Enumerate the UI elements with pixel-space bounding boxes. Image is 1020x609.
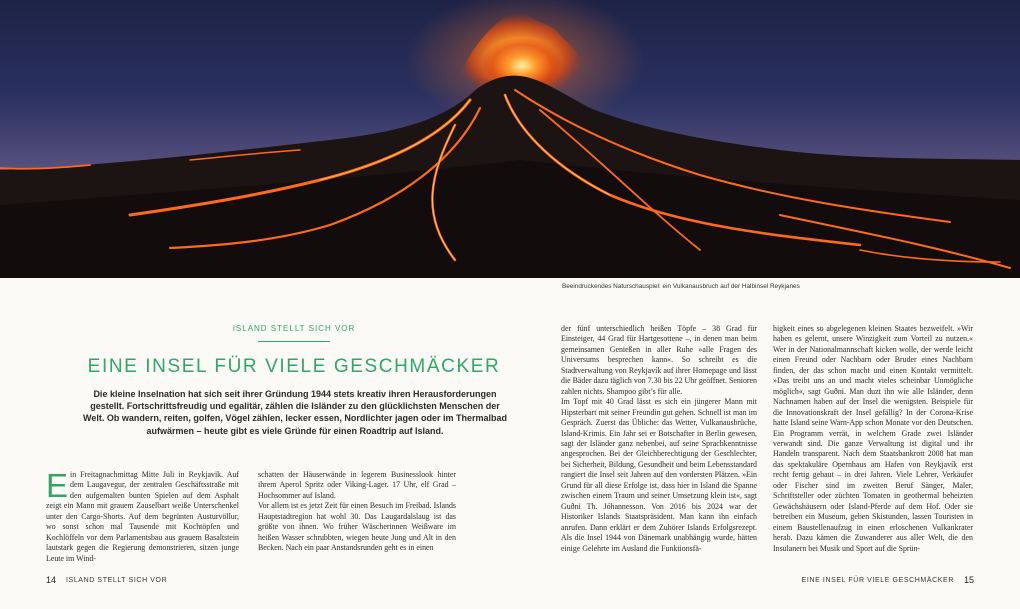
body-column-3 (561, 324, 757, 554)
article-title: EINE INSEL FÜR VIELE GESCHMÄCKER (87, 356, 501, 377)
body-column-2 (258, 470, 456, 554)
article-lead: Die kleine Inselnation hat sich seit ihrer Gründung 1944 stets kreativ ihren Herausforderungen gestellt. Fortschrittsfreudig und egalitär, zählen die Isländer zu den glücklichsten Menschen der Welt. Ob wandern, reiten, golfen, Vögel zählen, lecker essen, Nordlichter jagen oder im Thermalbad aufwärmen – heute gibt es viele Gründe für einen Roadtrip auf Island. (83, 389, 507, 436)
running-head-left: ISLAND STELLT SICH VOR (66, 577, 168, 584)
body-column-1 (46, 467, 239, 564)
body-paragraph: Im Topf mit 40 Grad lässt es sich ein jüngerer Mann mit Hipsterbart mit seiner Freundin gut gehen. Schnell ist man im Gespräch. Zuerst das Übliche: das Wetter, Vulkanausbrüche, Island-Krimis. Ein Jahr sei er Botschafter in Berlin gewesen, sagt der Isländer ganz nebenbei, auf seine Sprachkenntnisse angesprochen. Bei der Gleichberechtigung der Geschlechter, bei Sicherheit, Bildung, Gesundheit und beim Lebensstandard rangiert die Insel seit Jahren auf den vordersten Plätzen. »Ein Grund für all diese Erfolge ist, dass hier in Island die Spanne zwischen einem Traum und seiner Umsetzung klein ist«, sagt Guðni Th. Jóhannesson. Von 2016 bis 2024 war der Historiker Islands Staatspräsident. Man kann ihn einfach anrufen. Dann erklärt er dem Zuhörer Islands Erfolgsrezept. Als die Insel 1944 von Dänemark unabhängig wurde, hätten einige Gelehrte im Ausland die Funktionsfä- (561, 397, 757, 553)
body-column-4 (773, 324, 973, 554)
kicker-rule (258, 341, 330, 342)
running-head-right: EINE INSEL FÜR VIELE GESCHMÄCKER (801, 577, 954, 584)
body-paragraph: schatten der Häuserwände in legerem Businesslook hinter ihrem Aperol Spritz oder Viking-Lager. 17 Uhr, elf Grad – Hochsommer auf Island. (258, 470, 456, 500)
section-kicker: ISLAND STELLT SICH VOR (232, 324, 356, 333)
body-paragraph: higkeit eines so abgelegenen kleinen Staates bezweifelt. »Wir haben es gelernt, unsere Winzigkeit zum Vorteil zu nutzen.« Wer in der Nationalmannschaft kicken wolle, der werde leicht einen Freund oder Nachbarn oder Bruder eines Nachbarn finden, der das schon macht und einen Kontakt vermittelt. »Das treibt uns an und macht vieles scheinbar Unmögliche möglich«, sagt Guðni. Man duzt ihn wie alle Isländer, denn Nachnamen haben auf der Insel die wenigsten. Beispiele für die Innovationskraft der Insel gefällig? In der Corona-Krise hatte Island seine Warn-App schon Monate vor den Deutschen. Ein Programm verrät, in welchem Grade zwei Isländer verwandt sind. Die ganze Verwaltung ist digital und ihr Handeln transparent. Nach dem Staatsbankrott 2008 hat man das spektakuläre Opernhaus am Hafen von Reykjavík erst recht fertig gebaut – in drei Jahren. Viele Lehrer, Verkäufer oder Fischer sind im zweiten Beruf Sänger, Maler, Schriftsteller oder züchten Tomaten in geothermal beheizten Gewächshäusern oder Island-Pferde auf dem Hof. Oder sie betreiben ein Museum, geben Skistunden, lassen Touristen in einem Baustellenaufzug in einen erloschenen Vulkankrater herab. Dazu kämen die Zuwanderer aus aller Welt, die den Insulanern bei Musik und Sport auf die Sprün- (773, 324, 973, 553)
photo-caption: Beeindruckendes Naturschauspiel: ein Vulkanausbruch auf der Halbinsel Reykjanes (562, 283, 800, 290)
page-number-right: 15 (963, 575, 974, 585)
volcano-photo (0, 0, 1020, 278)
body-text: in Freitagnachmittag Mitte Juli in Reykjavik. Auf dem Laugavegur, der zentralen Geschäftsstraße mit den aufgemalten bunten Spielen auf dem Asphalt zeigt ein Mann mit grauem Zauselbart weiße Unterschenkel unter den Cargo-Shorts. Auf dem begrünten Austurvöllur, wo sonst schon mal Tausende mit Kochtöpfen und Kochlöffeln vor dem Parlamentsbau aus grauem Basaltstein lautstark gegen die Regierung demonstrieren, sitzen junge Leute im Wind- (46, 470, 239, 563)
body-paragraph: der fünf unterschiedlich heißen Töpfe – 38 Grad für Einsteiger, 44 Grad für Hartgesottene –, in denen man beim gemeinsamen Genießen in aller Ruhe »alle Fragen des Universums besprechen kann«. So schreibt es die Stadtverwaltung von Reykjavík auf ihrer Homepage und lässt die Bäder dazu täglich von 7.30 bis 22 Uhr geöffnet. Senioren zahlen nichts. Shampoo gibt’s für alle. (561, 324, 757, 396)
body-paragraph: Vor allem ist es jetzt Zeit für einen Besuch im Freibad. Islands Hauptstadtregion hat wohl 30. Das Laugardalslaug ist das größte von ihnen. Wo früher Wäscherinnen Weißware im heißen Wasser schrubbten, wiegen heute Jung und Alt in den Becken. Nach ein paar Anstandsrunden geht es in einen (258, 501, 456, 553)
drop-cap: E (46, 467, 69, 504)
page-number-left: 14 (46, 575, 57, 585)
